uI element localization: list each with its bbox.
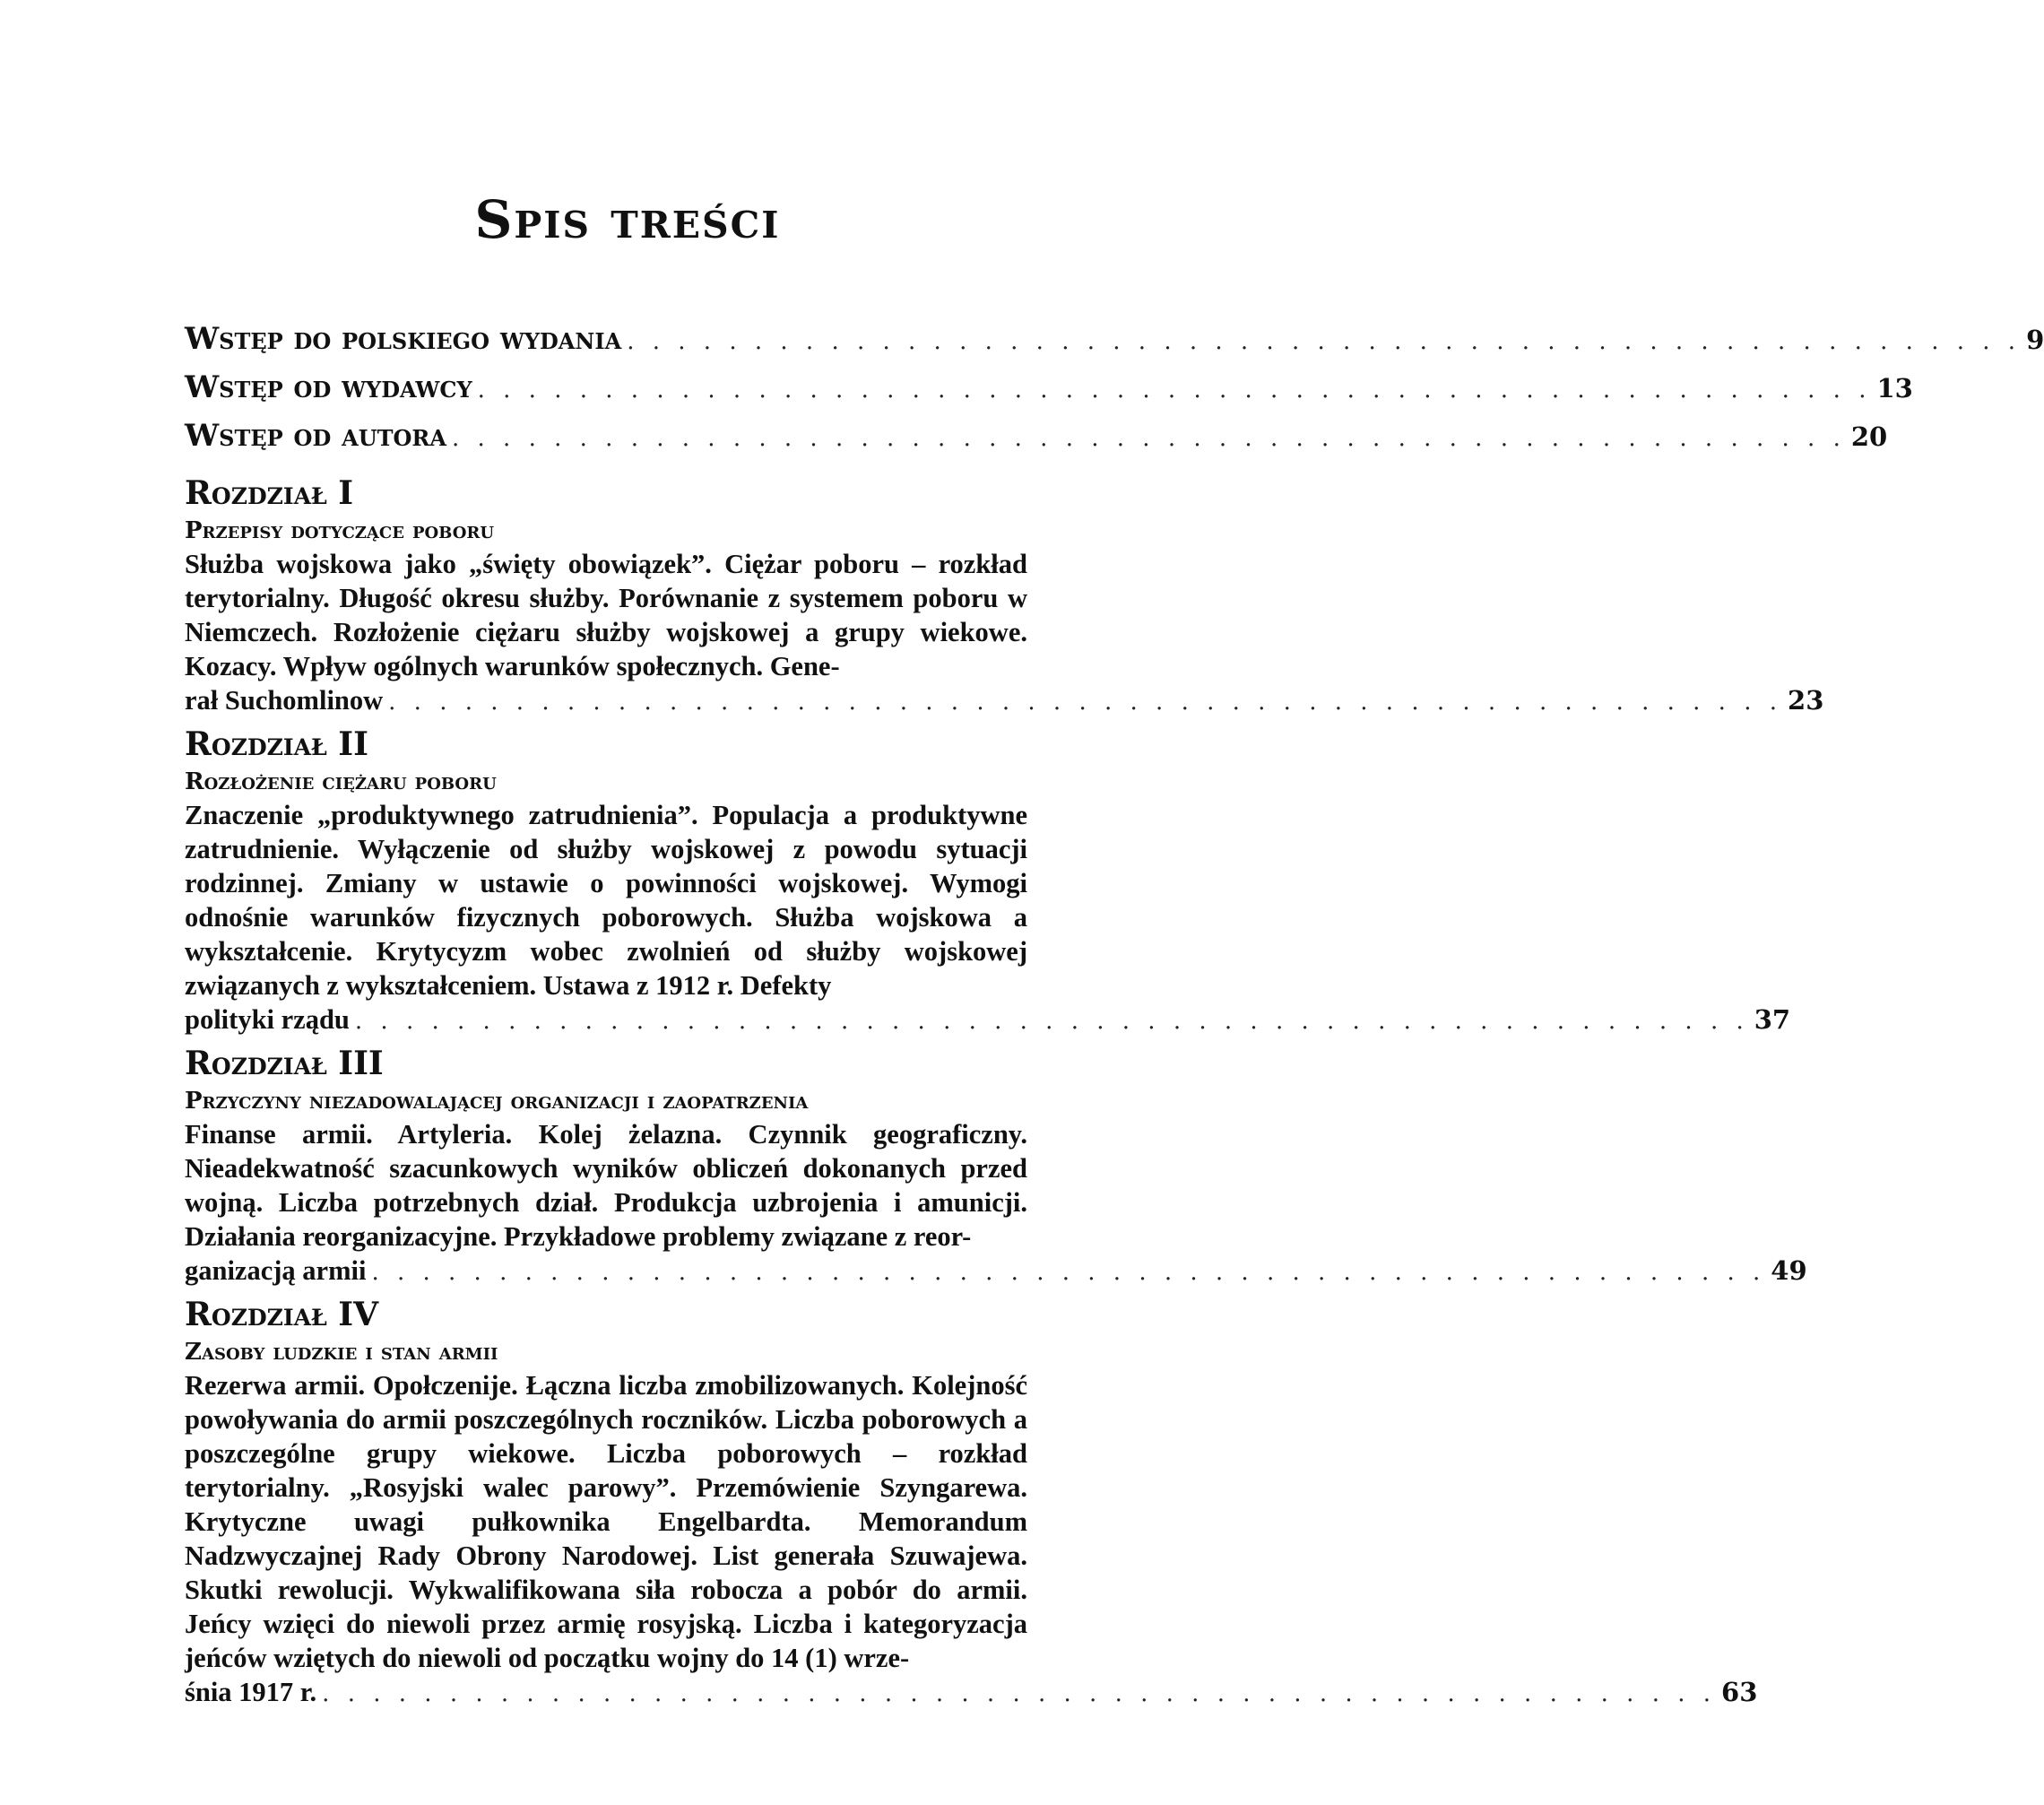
dot-leader: . . . . . . . . . . . . . . . . . . . . . . . . . . . . . . . . . . . . . . . . . . . . . . . . . . . . . . . <box>371 1259 1766 1286</box>
toc-entry-label: Wstęp od autora <box>185 418 446 454</box>
dot-leader: . . . . . . . . . . . . . . . . . . . . . . . . . . . . . . . . . . . . . . . . . . . . . . . . . . . . . . . <box>354 1008 1749 1035</box>
dot-leader: . . . . . . . . . . . . . . . . . . . . . . . . . . . . . . . . . . . . . . . . . . . . . . . . . . . . . . . <box>388 689 1783 716</box>
chapter-summary: Służba wojskowa jako „święty obowiązek”. Ciężar poboru – rozkład terytorialny. Długość okresu służby. Porównanie z systemem poboru w Niemczech. Rozłożenie ciężaru służby wojskowej a grupy wiekowe. Kozacy. Wpływ ogólnych warunków społecznych. Gene- <box>185 549 1027 681</box>
chapter-summary-last-line: ganizacją armii <box>185 1255 367 1286</box>
toc-page-number: 20 <box>1850 421 1888 452</box>
toc-entry-label: Wstęp od wydawcy <box>185 369 472 405</box>
toc-chapter-1[interactable] <box>185 472 1824 717</box>
toc-page-number: 13 <box>1876 373 1913 404</box>
chapter-heading: Rozdział II <box>185 725 368 763</box>
chapter-subtitle: Rozłożenie ciężaru poboru <box>185 768 497 795</box>
chapter-summary-last-line: rał Suchomlinow <box>185 685 384 716</box>
toc-entry-wstep-polskie[interactable] <box>185 321 2044 369</box>
chapter-summary: Znaczenie „produktywnego zatrudnienia”. Populacja a produktywne zatrudnienie. Wyłączenie od służby wojskowej z powodu sytuacji rodzinnej. Zmiany w ustawie o powinności wojskowej. Wymogi odnośnie warunków fizycznych poborowych. Służba wojskowa a wykształcenie. Krytycyzm wobec zwolnień od służby wojskowej związanych z wykształceniem. Ustawa z 1912 r. Defekty <box>185 800 1027 1001</box>
chapter-subtitle: Zasoby ludzkie i stan armii <box>185 1339 498 1366</box>
dot-leader: . . . . . . . . . . . . . . . . . . . . . . . . . . . . . . . . . . . . . . . . . . . . . . . . . . . . . . . <box>627 328 2022 355</box>
toc-chapter-2[interactable] <box>185 723 1791 1037</box>
page-title: Spis treści <box>474 189 781 250</box>
toc-page-number: 37 <box>1754 1004 1791 1035</box>
chapter-heading: Rozdział I <box>185 474 354 512</box>
chapter-heading: Rozdział III <box>185 1045 384 1082</box>
toc-chapter-4[interactable] <box>185 1293 1758 1709</box>
toc-page-number: 63 <box>1721 1677 1758 1707</box>
table-of-contents <box>185 321 2044 1709</box>
dot-leader: . . . . . . . . . . . . . . . . . . . . . . . . . . . . . . . . . . . . . . . . . . . . . . . . . . . . . . . <box>322 1680 1717 1707</box>
chapter-subtitle: Przepisy dotyczące poboru <box>185 517 495 544</box>
toc-page-number: 49 <box>1771 1255 1807 1286</box>
chapter-summary-last-line: śnia 1917 r. <box>185 1677 317 1707</box>
dot-leader: . . . . . . . . . . . . . . . . . . . . . . . . . . . . . . . . . . . . . . . . . . . . . . . . . . . . . . . <box>477 377 1872 404</box>
toc-entry-wstep-autora[interactable] <box>185 418 1888 466</box>
chapter-summary: Rezerwa armii. Opołczenije. Łączna liczba zmobilizowanych. Kolejność powoływania do armii poszczególnych roczników. Liczba poborowych a poszczególne grupy wiekowe. Liczba poborowych – rozkład terytorialny. „Rosyjski walec parowy”. Przemówienie Szyngarewa. Krytyczne uwagi pułkownika Engelbardta. Memorandum Nadzwyczajnej Rady Obrony Narodowej. List generała Szuwajewa. Skutki rewolucji. Wykwalifikowana siła robocza a pobór do armii. Jeńcy wzięci do niewoli przez armię rosyjską. Liczba i kategoryzacja jeńców wziętych do niewoli od początku wojny do 14 (1) wrze- <box>185 1370 1027 1673</box>
toc-page-number: 9 <box>2026 325 2044 355</box>
toc-entry-wstep-wydawcy[interactable] <box>185 369 1913 418</box>
chapter-subtitle: Przyczyny niezadowalającej organizacji i zaopatrzenia <box>185 1088 809 1115</box>
toc-chapter-3[interactable] <box>185 1042 1807 1288</box>
chapter-summary: Finanse armii. Artyleria. Kolej żelazna. Czynnik geograficzny. Nieadekwatność szacunkowych wyników obliczeń dokonanych przed wojną. Liczba potrzebnych dział. Produkcja uzbrojenia i amunicji. Działania reorganizacyjne. Przykładowe problemy związane z reor- <box>185 1119 1027 1252</box>
toc-entry-label: Wstęp do polskiego wydania <box>185 321 622 357</box>
toc-page-number: 23 <box>1788 685 1824 716</box>
chapter-heading: Rozdział IV <box>185 1296 379 1333</box>
chapter-summary-last-line: polityki rządu <box>185 1004 350 1035</box>
dot-leader: . . . . . . . . . . . . . . . . . . . . . . . . . . . . . . . . . . . . . . . . . . . . . . . . . . . . . . . <box>452 425 1846 452</box>
